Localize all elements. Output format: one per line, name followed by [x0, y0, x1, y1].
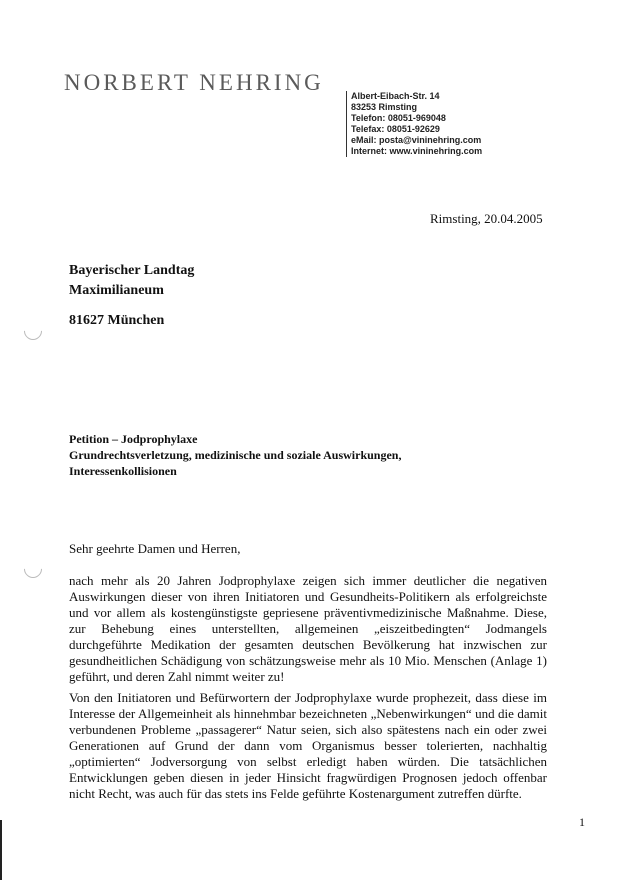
- contact-street: Albert-Eibach-Str. 14: [351, 91, 440, 101]
- letterhead-name: NORBERT NEHRING: [64, 70, 324, 95]
- subject-line-2: Grundrechtsverletzung, medizinische und soziale Auswirkungen,: [69, 448, 402, 462]
- subject-block: [69, 431, 489, 479]
- page-number: 1: [579, 815, 585, 829]
- date-line: Rimsting, 20.04.2005: [430, 211, 543, 226]
- subject-line-3: Interessenkollisionen: [69, 464, 177, 478]
- recipient-address: [69, 261, 194, 301]
- punch-hole-mark: [20, 556, 45, 581]
- recipient-line-2: Maximilianeum: [69, 283, 164, 298]
- punch-hole-mark: [20, 318, 45, 343]
- contact-website: Internet: www.vininehring.com: [351, 146, 483, 156]
- body-paragraph-1: nach mehr als 20 Jahren Jodprophylaxe zeigen sich immer deutlicher die negativen Auswirkungen dieser von ihren Initiatoren und Gesundheits-Politikern als erfolgreichste und vor allem als kostengünstigste gepriesene präventivmedizinische Maßnahme. Diese, zur Behebung eines unterstellten, allgemeinen „eiszeitbedingten“ Jodmangels durchgeführte Medikation der gesamten deutschen Bevölkerung hat inzwischen zur gesundheitlichen Schädigung von schätzungsweise mehr als 10 Mio. Menschen (Anlage 1) geführt, und deren Zahl nimmt weiter zu!: [69, 573, 547, 684]
- contact-fax: Telefax: 08051-92629: [351, 124, 440, 134]
- subject-line-1: Petition – Jodprophylaxe: [69, 432, 198, 446]
- contact-city: 83253 Rimsting: [351, 102, 418, 112]
- contact-block: [346, 91, 482, 157]
- salutation: Sehr geehrte Damen und Herren,: [69, 541, 241, 556]
- recipient-city: 81627 München: [69, 313, 165, 328]
- contact-phone: Telefon: 08051-969048: [351, 113, 446, 123]
- body-paragraph-2: Von den Initiatoren und Befürwortern der Jodprophylaxe wurde prophezeit, dass diese im Interesse der Allgemeinheit als hinnehmbar bezeichneten „Nebenwirkungen“ und die damit verbundenen Probleme „passagerer“ Natur seien, sich also spätestens nach ein oder zwei Generationen auf Grund der dann vom Organismus besser tolerierten, nachhaltig „optimierten“ Jodversorgung von selbst erledigt haben würden. Die tatsächlichen Entwicklungen geben diesen in jeder Hinsicht fragwürdigen Prognosen jedoch offenbar nicht Recht, was auch für das stets ins Felde geführte Kostenargument zutreffen dürfte.: [69, 690, 547, 801]
- recipient-line-1: Bayerischer Landtag: [69, 263, 195, 278]
- contact-email: eMail: posta@vininehring.com: [351, 135, 482, 145]
- scan-edge-mark: [0, 820, 2, 880]
